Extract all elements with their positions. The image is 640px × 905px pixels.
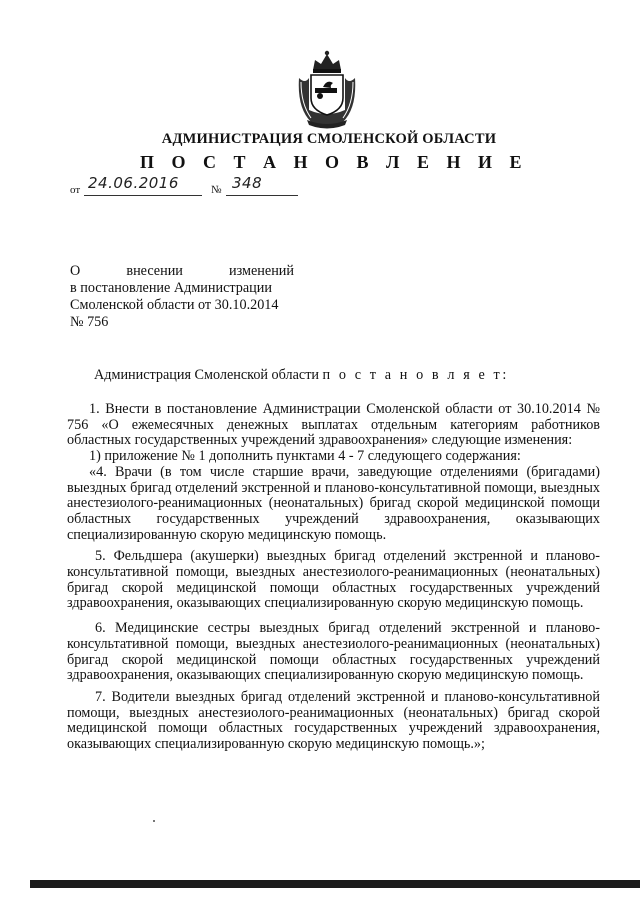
paragraph-5: 6. Медицинские сестры выездных бригад отделений экстренной и планово-консультативной помощи, выездных анестезиолого-реанимационных (неонатальных) бригад скорой медицинской помощи областных государственных учреждений здравоохранения, оказывающих специализированную скорую медицинскую помощь. [67,620,600,684]
scan-speck [153,820,155,822]
number-handwritten: 348 [232,174,263,192]
scan-edge-bar [30,880,640,888]
subject-word: внесении [126,263,183,279]
subject-line-3: Смоленской области от 30.10.2014 [70,297,279,313]
date-underline [84,195,202,196]
subject-line-1 [70,263,294,280]
document-body [67,402,600,753]
paragraph-2: 1) приложение № 1 дополнить пунктами 4 - 7 следующего содержания: [89,448,521,465]
date-number-line [70,176,330,196]
document-type-title: П О С Т А Н О В Л Е Н И Е [140,152,528,172]
paragraph-6: 7. Водители выездных бригад отделений экстренной и планово-консультативной помощи, выездных анестезиолого-реанимационных (неонатальных) бригад скорой медицинской помощи областных государственных учреждений здравоохранения, оказывающих специализированную скорую медицинскую помощь.»; [67,688,600,753]
date-from-label: от [70,184,81,196]
preamble-resolves: п о с т а н о в л я е т: [322,367,509,383]
document-subject [70,263,294,331]
number-underline [226,195,298,196]
preamble [94,367,509,384]
subject-word: О [70,263,81,279]
organization-title: АДМИНИСТРАЦИЯ СМОЛЕНСКОЙ ОБЛАСТИ [161,131,497,147]
smolensk-coat-of-arms-icon [293,48,361,130]
preamble-text: Администрация Смоленской области [94,367,323,383]
number-label: № [211,184,222,196]
subject-line-4: № 756 [70,314,109,330]
paragraph-1: 1. Внести в постановление Администрации Смоленской области от 30.10.2014 № 756 «О ежемесячных денежных выплатах отдельным категориям работников областных государственных учреждений здравоохранения» следующие изменения: [67,401,600,449]
subject-line-2: в постановление Администрации [70,280,272,296]
paragraph-4: 5. Фельдшера (акушерки) выездных бригад отделений экстренной и планово-консультативной помощи, выездных анестезиолого-реанимационных (неонатальных) бригад скорой медицинской помощи областных государственных учреждений здравоохранения, оказывающих специализированную скорую медицинскую помощь. [67,548,600,612]
subject-word: изменений [229,263,294,279]
paragraph-3: «4. Врачи (в том числе старшие врачи, заведующие отделениями (бригадами) выездных бригад отделений экстренной и планово-консультативной помощи, выездных анестезиолого-реанимационных (неонатальных) бригад скорой медицинской помощи областных государственных учреждений здравоохранения, оказывающих специализированную скорую медицинскую помощь. [67,463,600,543]
date-handwritten: 24.06.2016 [88,174,179,192]
